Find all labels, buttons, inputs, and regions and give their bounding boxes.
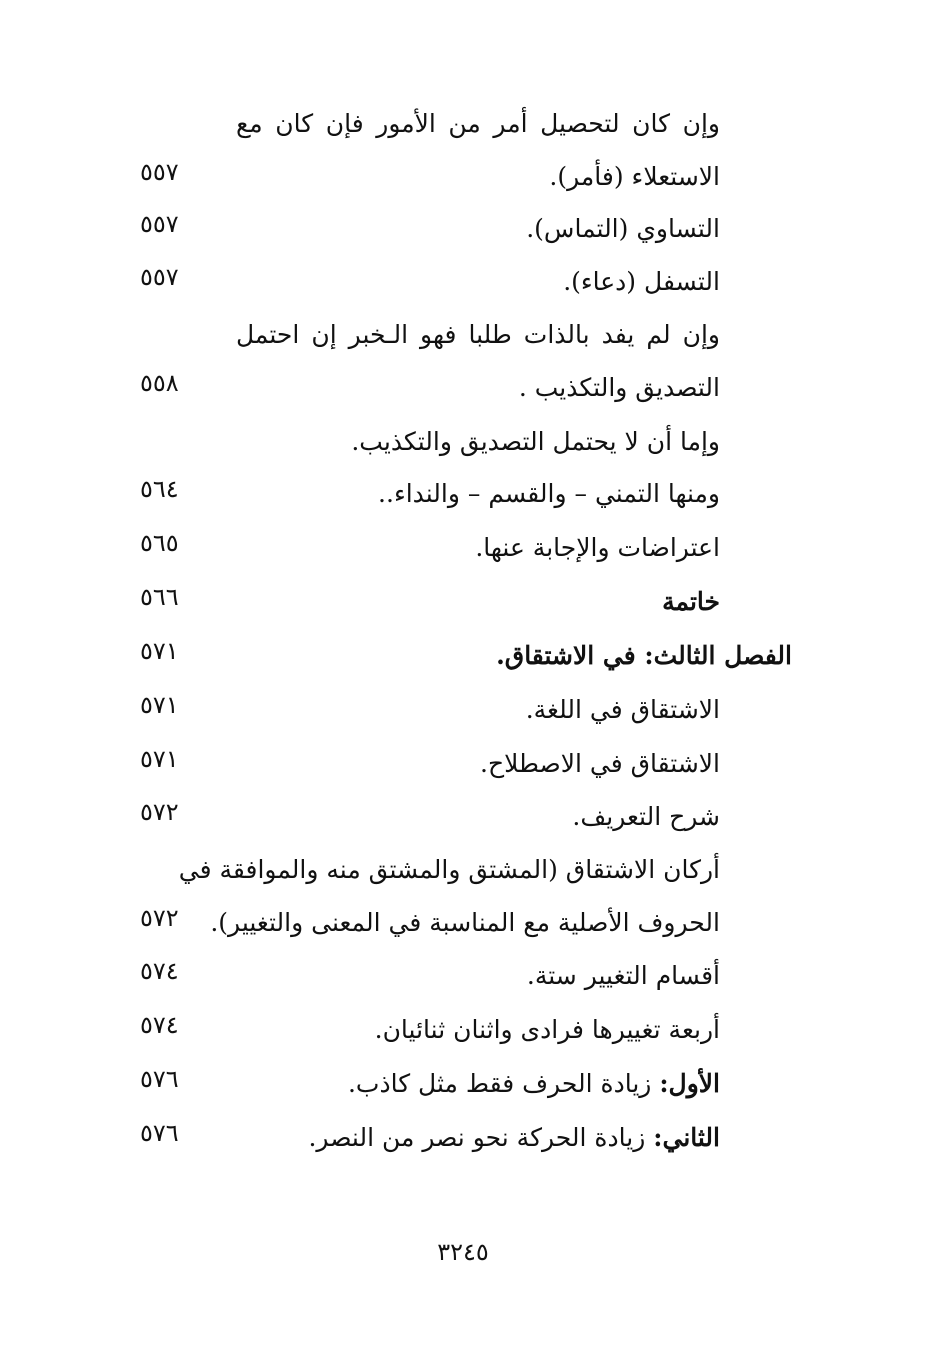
toc-entry: [120, 690, 720, 730]
entry-text: ومنها التمني – والقسم – والنداء..: [378, 479, 720, 508]
entry-description: زيادة الحرف فقط مثل كاذب.: [347, 1069, 660, 1098]
entry-description: زيادة الحركة نحو نصر من النصر.: [308, 1123, 654, 1152]
toc-entry: [120, 528, 720, 568]
toc-chapter-heading: [120, 636, 792, 676]
entry-page-number: ٥٧٦: [140, 1065, 179, 1093]
chapter-title: الفصل الثالث: في الاشتقاق.: [496, 641, 792, 670]
toc-entry: [120, 797, 720, 837]
toc-entry: [120, 474, 720, 514]
entry-text: الاستعلاء (فأمر).: [549, 162, 720, 191]
entry-text: خاتمة: [662, 587, 720, 616]
toc-entry: [120, 422, 720, 462]
toc-entry: [120, 157, 720, 197]
entry-page-number: ٥٦٦: [140, 583, 179, 611]
toc-entry: [120, 903, 720, 943]
page-number-footer: ٣٢٤٥: [437, 1238, 489, 1266]
entry-page-number: ٥٥٧: [140, 158, 179, 186]
toc-entry-conclusion: [120, 582, 720, 622]
entry-page-number: ٥٧٢: [140, 904, 179, 932]
entry-text: وإن لم يفد بالذات طلبا فهو الـخبر إن احتمل: [236, 320, 720, 349]
toc-entry: [120, 262, 720, 302]
entry-page-number: ٥٥٨: [140, 369, 179, 397]
entry-text: شرح التعريف.: [572, 802, 720, 831]
entry-text: التساوي (التماس).: [526, 214, 720, 243]
entry-text: التسفل (دعاء).: [563, 267, 720, 296]
entry-label: الأول:: [659, 1069, 720, 1098]
toc-entry: [120, 1064, 720, 1104]
entry-text: أربعة تغييرها فرادى واثنان ثنائيان.: [374, 1015, 720, 1044]
toc-entry: [120, 104, 720, 144]
entry-page-number: ٥٧٢: [140, 798, 179, 826]
entry-text: أقسام التغيير ستة.: [526, 961, 720, 990]
entry-page-number: ٥٧٦: [140, 1119, 179, 1147]
entry-text: [308, 1118, 720, 1158]
entry-page-number: ٥٧١: [140, 637, 179, 665]
entry-text: الاشتقاق في الاصطلاح.: [480, 749, 720, 778]
entry-text: أركان الاشتقاق (المشتق والمشتق منه والموافقة في: [178, 855, 720, 884]
entry-text: التصديق والتكذيب .: [518, 373, 720, 402]
entry-page-number: ٥٧١: [140, 691, 179, 719]
entry-text: [348, 1064, 720, 1104]
entry-page-number: ٥٧١: [140, 745, 179, 773]
toc-entry: [120, 1118, 720, 1158]
toc-entry: [120, 368, 720, 408]
entry-page-number: ٥٧٤: [140, 957, 179, 985]
toc-entry: [120, 956, 720, 996]
toc-entry: [120, 209, 720, 249]
toc-entry: [120, 850, 720, 890]
entry-text: اعتراضات والإجابة عنها.: [475, 533, 720, 562]
entry-text: وإما أن لا يحتمل التصديق والتكذيب.: [351, 427, 720, 456]
entry-label: الثاني:: [653, 1123, 720, 1152]
entry-text: وإن كان لتحصيل أمر من الأمور فإن كان مع: [236, 109, 720, 138]
entry-page-number: ٥٦٤: [140, 475, 179, 503]
entry-page-number: ٥٥٧: [140, 210, 179, 238]
entry-page-number: ٥٥٧: [140, 263, 179, 291]
entry-text: الاشتقاق في اللغة.: [525, 695, 720, 724]
toc-entry: [120, 1010, 720, 1050]
entry-page-number: ٥٧٤: [140, 1011, 179, 1039]
entry-page-number: ٥٦٥: [140, 529, 179, 557]
entry-text: الحروف الأصلية مع المناسبة في المعنى والتغيير).: [210, 908, 720, 937]
toc-entry: [120, 315, 720, 355]
toc-entry: [120, 744, 720, 784]
